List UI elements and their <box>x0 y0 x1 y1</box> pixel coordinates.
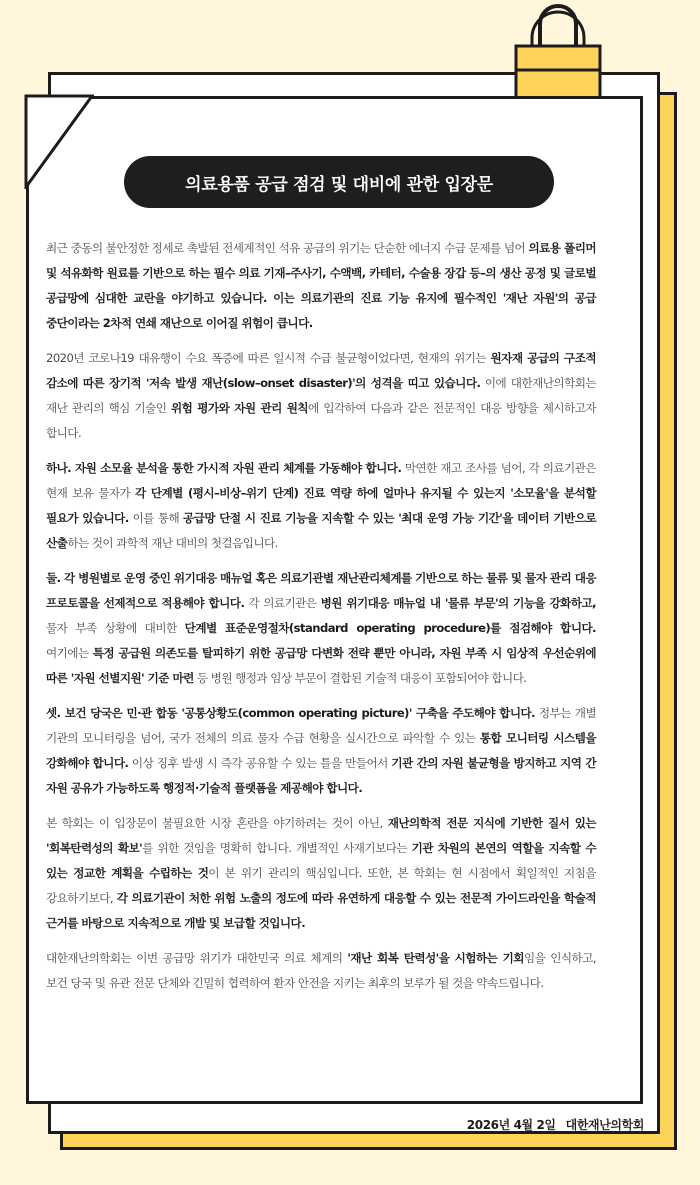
emphasized-text: 재난의학적 전문 지식에 기반한 질서 있는 '회복탄력성의 확보' <box>46 816 596 855</box>
paragraph-text: 하는 것이 과학적 재난 대비의 첫걸음입니다. <box>67 536 278 550</box>
paragraph-text: 물자 부족 상황에 대비한 <box>46 621 185 635</box>
emphasized-text: 공급망 단절 시 진료 기능을 지속할 수 있는 '최대 운영 가능 기간'을 데이터 기반으로 산출 <box>46 511 596 550</box>
paragraph-text: 이에 대한재난의학회는 재난 관리의 핵심 기술인 <box>46 376 596 415</box>
paragraph-text: 막연한 재고 조사를 넘어, 각 의료기관은 현재 보유 물자가 <box>46 461 596 500</box>
emphasized-text: 통합 모니터링 시스템을 강화해야 합니다. <box>46 731 596 770</box>
emphasized-text: 기관 간의 자원 불균형을 방지하고 지역 간 자원 공유가 가능하도록 행정적·기술적 플랫폼을 제공해야 합니다. <box>46 756 597 795</box>
paragraph-text: 2020년 코로나19 대유행이 수요 폭증에 따른 일시적 수급 불균형이었다면, 현재의 위기는 <box>46 351 491 365</box>
emphasized-text: 둘. 각 병원별로 운영 중인 위기대응 매뉴얼 혹은 의료기관별 재난관리체계를 기반으로 하는 물류 및 물자 관리 대응 프로토콜을 선제적으로 적용해야 합니다. <box>46 571 596 610</box>
statement-title: 의료용품 공급 점검 및 대비에 관한 입장문 <box>124 156 554 208</box>
folded-corner <box>24 94 94 189</box>
paragraph-text: 에 입각하여 다음과 같은 전문적인 대응 방향을 제시하고자 합니다. <box>46 401 596 440</box>
paragraph <box>46 701 596 801</box>
paragraph-text: 최근 중동의 불안정한 정세로 촉발된 전세계적인 석유 공급의 위기는 단순한 에너지 수급 문제를 넘어 <box>46 241 529 255</box>
paragraph-text: 임을 인식하고, 보건 당국 및 유관 전문 단체와 긴밀히 협력하여 환자 안전을 지키는 최후의 보루가 될 것을 약속드립니다. <box>46 951 596 990</box>
paragraph-text: 등 병원 행정과 임상 부문이 결합된 기술적 대응이 포함되어야 합니다. <box>193 671 527 685</box>
statement-body <box>46 236 596 1006</box>
paragraph-text: 이상 징후 발생 시 즉각 공유할 수 있는 틀을 만들어서 <box>128 756 392 770</box>
paragraph-text: 본 학회는 이 입장문이 불필요한 시장 혼란을 야기하려는 것이 아닌, <box>46 816 388 830</box>
paragraph-text: 여기에는 <box>46 646 93 660</box>
paragraph <box>46 456 596 556</box>
emphasized-text: '재난 회복 탄력성'을 시험하는 기회 <box>347 951 524 965</box>
shopping-bag-icon <box>512 0 604 100</box>
paragraph <box>46 236 596 336</box>
emphasized-text: 의료용 폴리머 및 석유화학 원료를 기반으로 하는 필수 의료 기재–주사기, 수액백, 카테터, 수술용 장갑 등–의 생산 공정 및 글로벌 공급망에 심대한 교란을 야기하고 있습니다. 이는 의료기관의 진료 기능 유지에 필수적인 '재난 자원'의 공급 중단이라는 2차적 연쇄 재난으로 이어질 위험이 큽니다. <box>46 241 597 330</box>
organization-name: 대한재난의학회 <box>565 1118 644 1132</box>
statement-date: 2026년 4월 2일 <box>466 1118 556 1132</box>
paragraph <box>46 811 596 936</box>
paragraph <box>46 946 596 996</box>
paragraph-text: 각 의료기관은 <box>244 596 321 610</box>
emphasized-text: 위험 평가와 자원 관리 원칙 <box>171 401 309 415</box>
emphasized-text: 각 의료기관이 처한 위험 노출의 정도에 따라 유연하게 대응할 수 있는 전문적 가이드라인을 학술적 근거를 바탕으로 지속적으로 개발 및 보급할 것입니다. <box>46 891 596 930</box>
paragraph-text: 이를 통해 <box>128 511 184 525</box>
signature-line <box>467 1116 644 1133</box>
paragraph-text: 를 위한 것임을 명확히 합니다. 개별적인 사재기보다는 <box>142 841 412 855</box>
emphasized-text: 하나. 자원 소모율 분석을 통한 가시적 자원 관리 체계를 가동해야 합니다. <box>46 461 402 475</box>
emphasized-text: 단계별 표준운영절차(standard operating procedure)를 점검해야 합니다. <box>184 621 596 635</box>
emphasized-text: 각 단계별 (평시–비상–위기 단계) 진료 역량 하에 얼마나 유지될 수 있는지 '소모율'을 분석할 필요가 있습니다. <box>46 486 596 525</box>
emphasized-text: 원자재 공급의 구조적 감소에 따른 장기적 '저속 발생 재난(slow–onset disaster)'의 성격을 띠고 있습니다. <box>46 351 596 390</box>
paragraph <box>46 346 596 446</box>
emphasized-text: 셋. 보건 당국은 민·관 합동 '공통상황도(common operating picture)' 구축을 주도해야 합니다. <box>46 706 535 720</box>
paragraph-text: 이 본 위기 관리의 핵심입니다. 또한, 본 학회는 현 시점에서 획일적인 지침을 강요하기보다, <box>46 866 597 905</box>
paragraph <box>46 566 596 691</box>
paragraph-text: 대한재난의학회는 이번 공급망 위기가 대한민국 의료 체계의 <box>46 951 348 965</box>
emphasized-text: 특정 공급원 의존도를 탈피하기 위한 공급망 다변화 전략 뿐만 아니라, 자원 부족 시 임상적 우선순위에 따른 '자원 선별지원' 기준 마련 <box>46 646 596 685</box>
paragraph-text: 정부는 개별 기관의 모니터링을 넘어, 국가 전체의 의료 물자 수급 현황을 실시간으로 파악할 수 있는 <box>46 706 596 745</box>
emphasized-text: 병원 위기대응 매뉴얼 내 '물류 부문'의 기능을 강화하고, <box>320 596 596 610</box>
emphasized-text: 기관 차원의 본연의 역할을 지속할 수 있는 정교한 계획을 수립하는 것 <box>46 841 596 880</box>
